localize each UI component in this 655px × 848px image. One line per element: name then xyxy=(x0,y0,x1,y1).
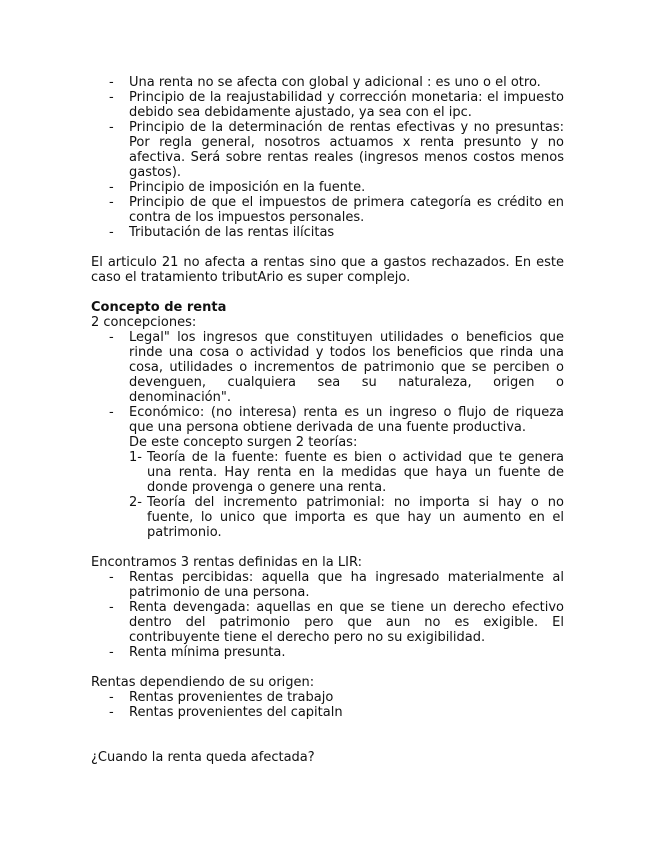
concepciones-list xyxy=(91,330,564,540)
section-heading: Concepto de renta xyxy=(91,300,227,315)
bullet-dash: - xyxy=(109,90,114,105)
bullet-dash: - xyxy=(109,195,114,210)
rentas-origen-list xyxy=(91,690,564,720)
list-item: - Rentas percibidas: aquella que ha ingresado materialmente al patrimonio de una persona. xyxy=(109,570,564,600)
list-item: - Tributación de las rentas ilícitas xyxy=(109,225,335,240)
list-number: 2- xyxy=(129,495,142,510)
list-item: - Principio de la determinación de rentas efectivas y no presuntas: Por regla general, nosotros actuamos x renta presunto y no afectiva. Será sobre rentas reales (ingresos menos costos menos gastos). xyxy=(109,120,564,180)
list-number: 1- xyxy=(129,450,142,465)
list-item: - Legal" los ingresos que constituyen utilidades o beneficios que rinde una cosa o actividad y todos los beneficios que rinda una cosa, utilidades o incrementos de patrimonio que se perciben o devenguen, cualquiera sea su naturaleza, origen o denominación". xyxy=(109,330,564,405)
bullet-dash: - xyxy=(109,225,114,240)
bullet-dash: - xyxy=(109,330,114,345)
rentas-lir-list xyxy=(91,570,564,660)
paragraph-rentas-origen: Rentas dependiendo de su origen: xyxy=(91,675,315,690)
list-item: - Rentas provenientes del capitaln xyxy=(109,705,343,720)
list-item: - Renta mínima presunta. xyxy=(109,645,286,660)
bullet-dash: - xyxy=(109,570,114,585)
list-item: - Económico: (no interesa) renta es un ingreso o flujo de riqueza que una persona obtiene derivada de una fuente productiva. De este concepto surgen 2 teorías: 1- Teoría de la fuente: fuente es bien o actividad que te genera una renta. Hay renta en la medidas que haya un fuente de donde provenga o genere una renta. 2- Teoría del incremento patrimonial: no importa si hay o no fuente, lo unico que importa es que hay un aumento en el patrimonio. xyxy=(109,405,564,540)
bullet-dash: - xyxy=(109,120,114,135)
list-item: 2- Teoría del incremento patrimonial: no importa si hay o no fuente, lo unico que importa es que hay un aumento en el patrimonio. xyxy=(129,495,564,540)
paragraph-rentas-lir: Encontramos 3 rentas definidas en la LIR: xyxy=(91,555,362,570)
list-item: - Principio de que el impuestos de primera categoría es crédito en contra de los impuestos personales. xyxy=(109,195,564,225)
document-body xyxy=(91,75,564,765)
list-item: - Principio de imposición en la fuente. xyxy=(109,180,366,195)
teorias-intro: De este concepto surgen 2 teorías: xyxy=(129,435,358,450)
question-line: ¿Cuando la renta queda afectada? xyxy=(91,750,315,765)
bullet-dash: - xyxy=(109,600,114,615)
principles-list xyxy=(91,75,564,240)
list-item: - Rentas provenientes de trabajo xyxy=(109,690,334,705)
bullet-dash: - xyxy=(109,690,114,705)
bullet-dash: - xyxy=(109,705,114,720)
bullet-dash: - xyxy=(109,75,114,90)
paragraph-articulo-21: El articulo 21 no afecta a rentas sino que a gastos rechazados. En este caso el tratamiento tributArio es super complejo. xyxy=(91,255,564,285)
list-item: - Una renta no se afecta con global y adicional : es uno o el otro. xyxy=(109,75,541,90)
bullet-dash: - xyxy=(109,645,114,660)
teorias-list xyxy=(129,450,564,540)
list-item: - Principio de la reajustabilidad y corrección monetaria: el impuesto debido sea debidamente ajustado, ya sea con el ipc. xyxy=(109,90,564,120)
list-item: - Renta devengada: aquellas en que se tiene un derecho efectivo dentro del patrimonio pero que aun no es exigible. El contribuyente tiene el derecho pero no su exigibilidad. xyxy=(109,600,564,645)
bullet-dash: - xyxy=(109,405,114,420)
bullet-dash: - xyxy=(109,180,114,195)
subheading: 2 concepciones: xyxy=(91,315,197,330)
list-item: 1- Teoría de la fuente: fuente es bien o actividad que te genera una renta. Hay renta en la medidas que haya un fuente de donde provenga o genere una renta. xyxy=(129,450,564,495)
